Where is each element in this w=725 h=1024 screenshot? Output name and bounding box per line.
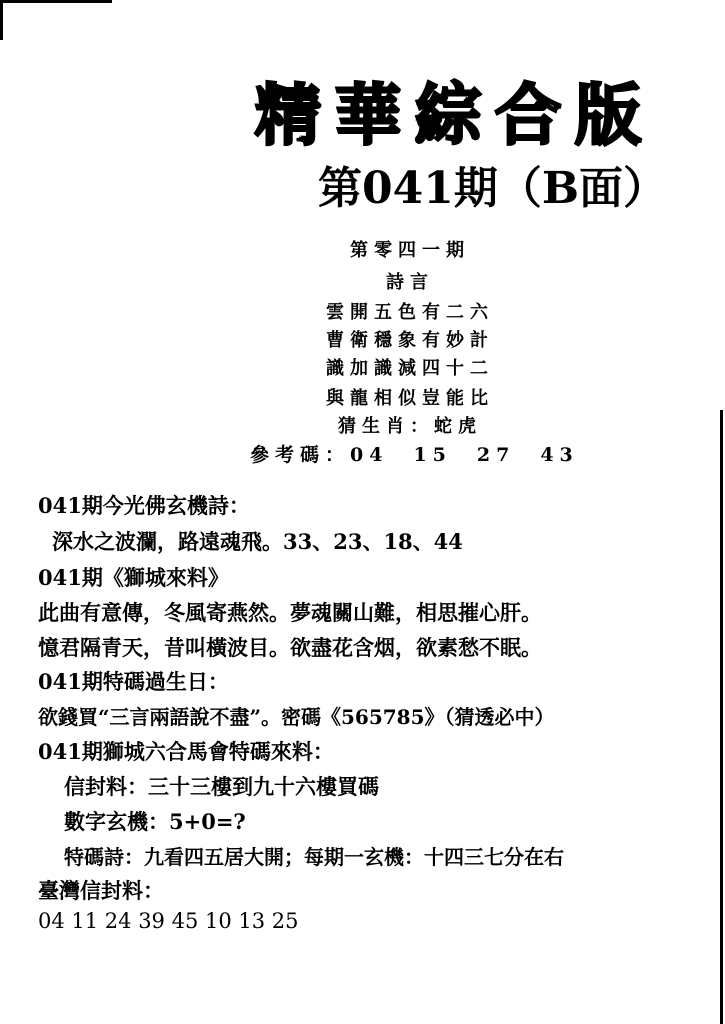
body-line-11: 特碼詩：九看四五居大開；每期一玄機：十四三七分在右 bbox=[64, 845, 564, 869]
poem-line-4: 與龍相似豈能比 bbox=[326, 388, 494, 409]
main-title: 精華綜合版 bbox=[255, 77, 655, 154]
poem-reference: 參考碼：04 15 27 43 bbox=[250, 444, 579, 466]
body-line-6: 041期特碼過生日： bbox=[38, 669, 229, 694]
body-line-13: 04 11 24 39 45 10 13 25 bbox=[38, 909, 299, 933]
body-line-7: 欲錢買“三言兩語說不盡”。密碼《565785》（猜透必中） bbox=[38, 705, 555, 729]
poem-line-1: 雲開五色有二六 bbox=[326, 302, 494, 323]
poem-line-3: 識加識減四十二 bbox=[326, 358, 494, 379]
body-line-5: 憶君隔青天，昔叫橫波目。欲盡花含烟，欲素愁不眠。 bbox=[38, 635, 542, 660]
right-border bbox=[720, 410, 723, 1024]
left-border bbox=[0, 0, 3, 40]
body-line-3: 041期《獅城來料》 bbox=[38, 565, 229, 590]
poem-zodiac: 猜生肖：蛇虎 bbox=[338, 416, 482, 437]
issue-title: 第041期（B面） bbox=[318, 163, 668, 214]
body-line-9: 信封料：三十三樓到九十六樓買碼 bbox=[64, 774, 379, 799]
body-line-12: 臺灣信封料： bbox=[38, 878, 164, 903]
poem-period: 第零四一期 bbox=[350, 240, 470, 261]
poem-label: 詩言 bbox=[386, 272, 434, 293]
top-left-border bbox=[0, 0, 112, 3]
body-line-10: 數字玄機：5+0=? bbox=[64, 809, 246, 834]
poem-line-2: 曹衛穩象有妙計 bbox=[326, 330, 494, 351]
body-line-8: 041期獅城六合馬會特碼來料： bbox=[38, 739, 334, 764]
body-line-2: 深水之波瀾，路遠魂飛。33、23、18、44 bbox=[52, 529, 463, 554]
body-line-4: 此曲有意傳，冬風寄燕然。夢魂關山難，相思摧心肝。 bbox=[38, 600, 542, 625]
body-line-1: 041期今光佛玄機詩： bbox=[38, 493, 250, 518]
